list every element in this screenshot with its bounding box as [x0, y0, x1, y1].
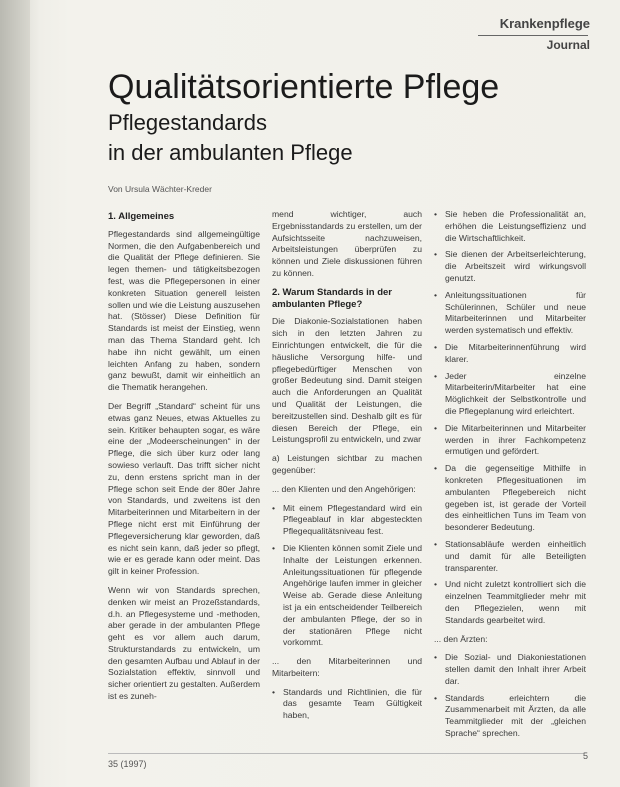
header-rule — [478, 35, 588, 36]
article-subtitle — [108, 108, 353, 168]
subheading-aerzte: ... den Ärzten: — [434, 633, 488, 644]
list-item: • Da die gegenseitige Mithilfe in konkreten Pflegesituationen im ambulanten Pflegebereich nicht gegeben ist, ist gerade der Vorteil des einheitlichen Tuns im Team von besonderer Bedeutung. — [434, 463, 586, 534]
article-title: Qualitätsorientierte Pflege — [108, 68, 500, 106]
section-heading-allgemeines: 1. Allgemeines — [108, 211, 175, 222]
list-item: • Stationsabläufe werden einheitlich und damit für alle Beteiligten transparenter. — [434, 539, 586, 574]
article-author: Von Ursula Wächter-Kreder — [108, 184, 212, 194]
footer-rule — [108, 753, 584, 754]
list-item: • Jeder einzelne Mitarbeiterin/Mitarbeiter hat eine Möglichkeit der Selbstkontrolle und die Pflegeplanung wird erleichtert. — [434, 371, 586, 418]
text-column-1 — [108, 211, 260, 710]
paragraph: Pflegestandards sind allgemeingültige Normen, die den Aufgabenbereich und die Qualität der Pflege definieren. Sie legen themen- und tätigkeitsbezogen fest, was die Pflegepersonen in einer konkreten Situation generell leisten sollen und wie die Leistung auszusehen hat. (Stösser) Diese Definition für Standards ist meist der Einstieg, wenn man das Thema Standard geht. Ich habe ihn nicht gewählt, um einen leichten Anfang zu haben, sondern ganz bewußt, damit wir einheitlich an die Thematik herangehen. — [108, 228, 260, 393]
subtitle-line-2: in der ambulanten Pflege — [108, 140, 353, 165]
subtitle-line-1: Pflegestandards — [108, 110, 267, 135]
list-item: • Sie heben die Professionalität an, erhöhen die Leistungseffizienz und die Wirtschaftlichkeit. — [434, 209, 586, 244]
section-heading-warum-standards: 2. Warum Standards in der ambulanten Pflege? — [272, 286, 393, 310]
list-item: • Sie dienen der Arbeitserleichterung, die Arbeitszeit wird wirkungsvoll genutzt. — [434, 249, 586, 284]
issue-number: 35 (1997) — [108, 759, 147, 769]
text-column-3 — [434, 209, 586, 747]
paragraph: Wenn wir von Standards sprechen, denken wir meist an Prozeßstandards, d.h. an Pflegesysteme und -methoden, aber gerade in der ambulanten Pflege geht es vor allem auch darum, Strukturstandards zu entwickeln, um den gesamten Aufbau und Ablauf in der Sozialstation effektiv, sinnvoll und sicher orientiert zu gestalten. Außerdem ist es zuneh- — [108, 584, 260, 702]
page-number: 5 — [582, 751, 588, 761]
list-item: • Mit einem Pflegestandard wird ein Pflegeablauf in klar abgesteckten Pflegequalitätsniveau fest. — [272, 503, 422, 538]
list-item: • Die Klienten können somit Ziele und Inhalte der Leistungen erkennen. Anleitungssituationen für pflegende Angehörige laufen immer in gleicher Weise ab. Gerade diese Anleitung ist ja ein entscheidender Teilbereich der ambulanten Pflege, der so in der stationären Pflege nicht vorkommt. — [272, 543, 422, 649]
paragraph: Die Diakonie-Sozialstationen haben sich in den letzten Jahren zu Einrichtungen entwickelt, die für die häusliche Versorgung hilfe- und pflegebedürftiger Menschen von großer Bedeutung sind. Damit steigen auch die Anforderungen an Qualität und Qualität der Leistungen, die bereitzustellen sind. Deshalb gilt es für diesen Bereich der Pflege, ein Leistungsprofil zu entwickeln, und zwar — [272, 316, 422, 445]
list-item: • Anleitungssituationen für Schülerinnen, Schüler und neue Mitarbeiterinnen und Mitarbeiter werden systematisch und effektiv. — [434, 290, 586, 337]
paragraph: Der Begriff „Standard“ scheint für uns etwas ganz Neues, etwas Aktuelles zu sein. Kritiker behaupten sogar, es wäre eine der „Modeerscheinungen“ in der Pflege, die sich über kurz oder lang sowieso verlauft. Das trifft sicher nicht zu, denn erstens spricht man in der Pflege schon seit Ende der 80er Jahre von Standards, und zweitens ist den Mitarbeiterinnen und Mitarbeitern in der Pflege nicht erst mit Einführung der Pflegeversicherung klar geworden, daß es nicht sein kann, daß jeder so pflegt, wie er es gerade kann oder meint. Das gilt in keiner Profession. — [108, 400, 260, 577]
list-item: • Die Mitarbeiterinnen und Mitarbeiter werden in ihrer Fachkompetenz ermutigen und gefördert. — [434, 423, 586, 458]
bullet-list — [272, 687, 422, 722]
list-item: • Und nicht zuletzt kontrolliert sich die einzelnen Teammitglieder mehr mit den Pflegezielen, wenn mit Standards gearbeitet wird. — [434, 579, 586, 626]
bullet-list — [434, 209, 586, 627]
paragraph: mend wichtiger, auch Ergebnisstandards zu erstellen, um der Aufsichtsseite nachzuweisen, Arbeitsleistungen überprüfen zu können und Ziele diskussionen führen zu können. — [272, 209, 422, 278]
bullet-list — [272, 503, 422, 650]
list-item: • Standards erleichtern die Zusammenarbeit mit Ärzten, da alle Teammitglieder mit der „gleichen Sprache“ sprechen. — [434, 693, 586, 740]
journal-name: Journal — [546, 38, 590, 52]
subheading-mitarbeiter: ... den Mitarbeiterinnen und Mitarbeitern: — [272, 656, 422, 678]
list-item: • Die Sozial- und Diakoniestationen stellen damit den Inhalt ihrer Arbeit dar. — [434, 652, 586, 687]
list-item: • Standards und Richtlinien, die für das gesamte Team Gültigkeit haben, — [272, 687, 422, 722]
bullet-list — [434, 652, 586, 740]
section-category: Krankenpflege — [499, 16, 590, 31]
list-intro: a) Leistungen sichtbar zu machen gegenüber: — [272, 453, 422, 475]
text-column-2 — [272, 209, 422, 729]
list-item: • Die Mitarbeiterinnenführung wird klarer. — [434, 342, 586, 366]
page-binding-edge — [0, 0, 30, 787]
subheading-klienten: ... den Klienten und den Angehörigen: — [272, 483, 416, 494]
